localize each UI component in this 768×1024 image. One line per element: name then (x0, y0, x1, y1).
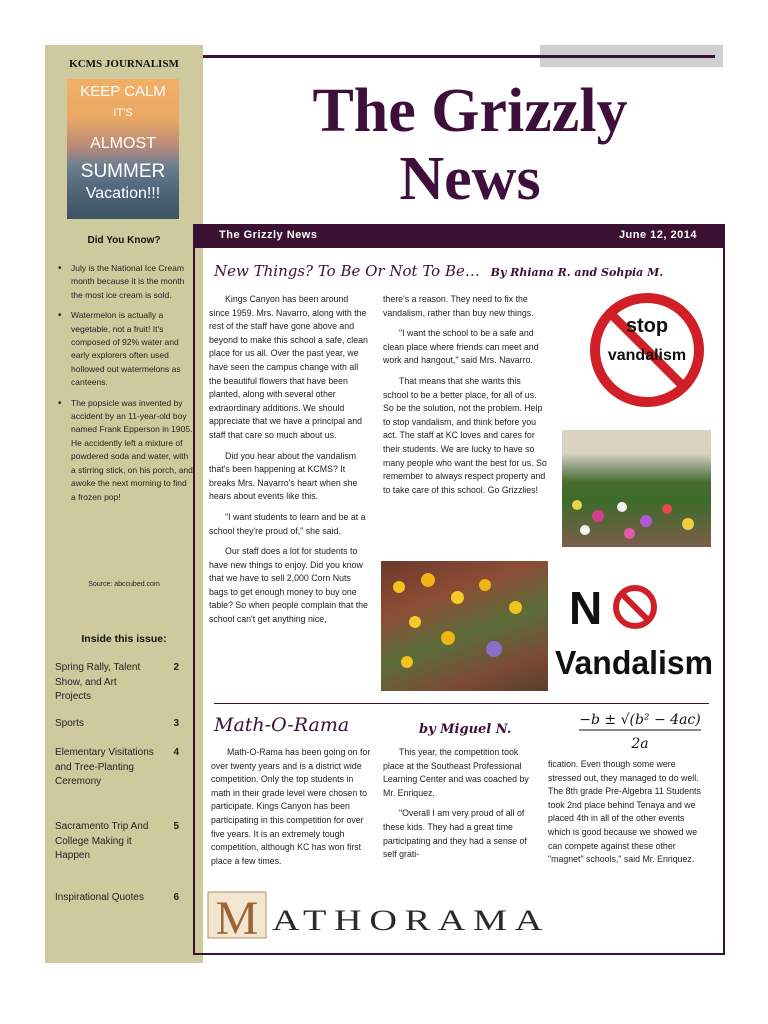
toc-item[interactable] (55, 820, 195, 864)
mathorama-banner (206, 890, 556, 940)
paragraph: Math-O-Rama has been going on for over twenty years and is a district wide competition. Only the top students in math in their grade level were chosen to participate. Kings Canyon has been participating in this competition for over five years. It is an extremely tough competition, although KC has won first place a few times. (211, 747, 371, 866)
toc-title: Sports (55, 718, 84, 729)
toc-page: 5 (173, 821, 179, 832)
toc-item[interactable] (55, 746, 195, 790)
toc-title: Elementary Visitations and Tree-Planting Ceremony (55, 747, 154, 787)
fact-item: • July is the National Ice Cream month because it is the month the most ice cream is sold. (71, 262, 193, 302)
masthead-line: The Grizzly (312, 77, 628, 145)
quadratic-formula (575, 707, 705, 753)
no-letter-text: N (569, 582, 603, 634)
banner-initial: M (215, 892, 259, 940)
issue-name: The Grizzly News (219, 229, 318, 241)
masthead (280, 77, 660, 213)
poster-line: KEEP CALM (80, 83, 166, 100)
poster-line: SUMMER (80, 161, 166, 182)
article-column (383, 293, 548, 504)
issue-date: June 12, 2014 (618, 229, 697, 241)
paragraph: fication. Even though some were stressed out, they managed to do well. The 8th grade Pre-Algebra 11 Students took 2nd place behind Tenaya and we placed 4th in all of the other events which is good because we showed we can compete against these other "magnet" schools," said Mr. Enriquez. (548, 759, 701, 865)
toc-title: Inspirational Quotes (55, 892, 144, 903)
banner-text: ATHORAMA (272, 904, 550, 937)
paragraph: Kings Canyon has been around since 1959. Mrs. Navarro, along with the rest of the staff have gone above and beyond to make this school a safe, clean place for us all. Over the past year, we have seen the campus change with all the beautiful flowers that have been planted, along with several other extraordinary additions. We should appreciate that we have a principal and staff that care so much about us. (209, 294, 368, 440)
paragraph: there's a reason. They need to fix the vandalism, rather than buy new things. (383, 294, 534, 318)
paragraph: Did you hear about the vandalism that's been happening at KCMS? It breaks Mrs. Navarro's heart when she hears about events like this. (209, 450, 358, 502)
toc-page: 2 (173, 662, 179, 673)
poster-line: IT'S (113, 107, 133, 119)
flowerbed-photo (562, 430, 711, 547)
facts-list (71, 262, 193, 511)
vandalism-text: vandalism (607, 347, 687, 364)
poster-line: Vacation!!! (85, 185, 161, 202)
article-title: New Things? To Be Or Not To Be… (214, 262, 480, 280)
stop-text: stop (625, 315, 669, 337)
no-vandalism-image (553, 572, 715, 687)
keep-calm-poster (67, 79, 179, 219)
toc-item[interactable] (55, 717, 195, 732)
header-rule (203, 55, 715, 58)
fact-item: • The popsicle was invented by accident by an 11-year-old boy named Frank Epperson in 1905. He accidently left a mixture of powdered soda and water, with a stirring stick, on his porch, and awoke the next morning to find a frozen pop! (71, 397, 193, 504)
fact-item: • Watermelon is actually a vegetable, not a fruit! It's composed of 92% water and early explorers often used hollowed out watermelons as canteens. (71, 309, 193, 389)
yellow-flowers-photo (381, 561, 548, 691)
article-column (211, 746, 375, 875)
no-symbol-slash (622, 594, 648, 620)
toc-page: 3 (173, 718, 179, 729)
masthead-line: News (399, 145, 541, 213)
formula-numerator: −b ± √(b² − 4ac) (579, 712, 701, 728)
paragraph: "I want the school to be a safe and clean place where friends can meet and work and hangout," said Mrs. Navarro. (383, 328, 539, 366)
paragraph: Our staff does a lot for students to have new things to enjoy. Did you know that we have to sell 2,000 Corn Nuts bags to get enough money to buy one table? So when people complain that the school can't get anything nice, (209, 546, 368, 625)
formula-denominator: 2a (631, 736, 649, 752)
issue-bar (193, 224, 725, 248)
toc-item[interactable] (55, 891, 195, 906)
article-headline (214, 262, 714, 280)
facts-source: Source: abccubed.com (88, 581, 160, 588)
section-divider (214, 703, 709, 704)
stop-vandalism-image (587, 290, 707, 410)
toc-page: 4 (173, 747, 179, 758)
toc-title: Spring Rally, Talent Show, and Art Projects (55, 662, 141, 702)
article-column (548, 758, 708, 874)
toc-item[interactable] (55, 661, 195, 705)
inside-issue-title: Inside this issue: (81, 633, 167, 645)
article-column (383, 746, 535, 869)
did-you-know-title: Did You Know? (87, 235, 161, 246)
sidebar-label: KCMS JOURNALISM (69, 58, 179, 70)
article-column (209, 293, 369, 634)
poster-line: ALMOST (90, 135, 156, 152)
sidebar (45, 45, 203, 963)
article-byline: by Miguel N. (419, 722, 512, 737)
toc-title: Sacramento Trip And College Making it Happen (55, 821, 149, 861)
paragraph: "I want students to learn and be at a school they're proud of," she said. (209, 511, 366, 536)
paragraph: This year, the competition took place at the Southeast Professional Learning Center and was coached by Mr. Enriquez. (383, 747, 529, 798)
article-title: Math-O-Rama (214, 714, 350, 736)
paragraph: That means that she wants this school to be a better place, for all of us. So be the solution, not the problem. Help to stop vandalism, and think before you act. The staff at KC loves and cares for their students. We are lucky to have so many people who want the best for us. So remember to always respect property and to take care of this school. Go Grizzlies! (383, 375, 547, 495)
vandalism-word: Vandalism (555, 644, 713, 681)
article-byline: By Rhiana R. and Sohpia M. (490, 266, 664, 279)
paragraph: "Overall I am very proud of all of these kids. They had a great time participating and they had a sense of self grati- (383, 808, 527, 860)
toc-page: 6 (173, 892, 179, 903)
